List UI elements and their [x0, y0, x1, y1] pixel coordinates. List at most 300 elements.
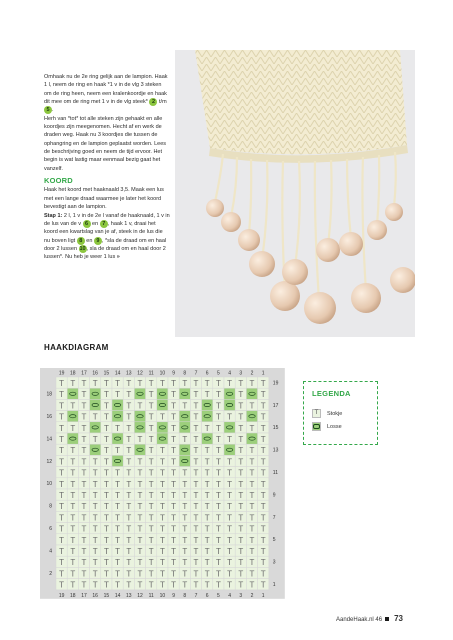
row-number-left: 18 [46, 391, 52, 398]
losse-cell [179, 411, 190, 422]
stokje-symbol: T [238, 379, 244, 388]
stokje-symbol: T [70, 491, 76, 500]
stokje-symbol: T [215, 468, 221, 478]
stokje-symbol: T [227, 569, 233, 579]
stokje-symbol: T [215, 524, 221, 534]
stokje-symbol: T [193, 401, 199, 411]
step-text: , *sla de draad om en haal door 2 lussen [44, 237, 167, 252]
stokje-symbol: T [193, 502, 199, 512]
step-label: Stap 1: [44, 212, 63, 219]
stokje-symbol: T [193, 468, 199, 478]
stokje-symbol: T [159, 468, 165, 478]
column-number: 12 [137, 370, 143, 377]
stokje-symbol: T [103, 547, 109, 556]
stokje-symbol: T [148, 446, 154, 456]
stokje-symbol: T [238, 558, 244, 568]
step-badge: 9 [94, 237, 102, 245]
stokje-symbol: T [238, 412, 244, 422]
losse-cell [134, 444, 145, 455]
stokje-symbol: T [260, 401, 266, 411]
stokje-symbol: T [260, 446, 266, 456]
column-number: 11 [148, 592, 154, 599]
stokje-symbol: T [171, 569, 177, 579]
stokje-symbol: T [193, 569, 199, 579]
stokje-symbol: T [238, 502, 244, 512]
stokje-symbol: T [159, 491, 165, 500]
stokje-symbol: T [126, 457, 132, 467]
stokje-symbol: T [115, 524, 121, 534]
stokje-symbol: T [148, 468, 154, 478]
stokje-symbol: T [204, 479, 210, 489]
stokje-symbol: T [204, 569, 210, 579]
stokje-symbol: T [227, 502, 233, 512]
stokje-symbol: T [260, 468, 266, 478]
column-number: 18 [70, 592, 76, 599]
stokje-symbol: T [193, 390, 199, 400]
stokje-symbol: T [238, 457, 244, 467]
stokje-symbol: T [115, 535, 121, 545]
stokje-symbol: T [171, 390, 177, 400]
stokje-symbol: T [59, 479, 65, 489]
stokje-symbol: T [148, 412, 154, 422]
stokje-symbol: T [204, 535, 210, 545]
stokje-symbol: T [137, 524, 143, 534]
stokje-symbol: T [171, 491, 177, 500]
column-number: 10 [159, 592, 166, 599]
row-number-left: 10 [46, 481, 52, 488]
stokje-symbol: T [148, 513, 154, 523]
row-number-right: 17 [272, 402, 279, 409]
stokje-symbol: T [204, 580, 210, 590]
losse-cell [179, 444, 190, 455]
stokje-symbol: T [215, 580, 221, 590]
stokje-symbol: T [260, 479, 266, 489]
stokje-symbol: T [81, 558, 87, 568]
column-number: 18 [70, 370, 76, 377]
stokje-symbol: T [103, 524, 109, 534]
stokje-symbol: T [103, 468, 109, 478]
column-number: 9 [172, 370, 175, 377]
stokje-symbol: T [260, 390, 266, 400]
row-number-right: 15 [272, 425, 279, 432]
losse-symbol-icon [312, 422, 321, 431]
stokje-symbol: T [103, 558, 109, 568]
stokje-symbol: T [59, 569, 65, 579]
row-number-left: 2 [49, 570, 52, 577]
stokje-symbol: T [81, 479, 87, 489]
column-number: 13 [126, 592, 132, 599]
stokje-symbol: T [238, 513, 244, 523]
stokje-symbol: T [249, 379, 255, 388]
stokje-symbol: T [193, 379, 199, 388]
row-number-right: 11 [272, 470, 279, 476]
stokje-symbol: T [126, 435, 132, 444]
diagram-title: HAAKDIAGRAM [44, 343, 109, 352]
stokje-symbol: T [148, 457, 154, 467]
stokje-symbol: T [59, 401, 65, 411]
column-number: 3 [239, 592, 243, 599]
stokje-symbol: T [81, 457, 87, 467]
row-number-right: 19 [272, 380, 279, 387]
stokje-symbol: T [215, 412, 221, 422]
stokje-symbol: T [81, 401, 87, 411]
losse-cell [134, 388, 145, 399]
legend-title: LEGENDA [312, 389, 351, 398]
page-number: 73 [394, 614, 403, 623]
losse-cell [246, 411, 257, 422]
losse-cell [246, 388, 257, 399]
stokje-symbol: T [260, 457, 266, 467]
stokje-symbol: T [193, 423, 199, 433]
stokje-symbol: T [70, 479, 76, 489]
step-text: , sla de draad om en haal door 2 lussen*. Nu heb je weer 1 lus [44, 245, 166, 261]
stokje-symbol: T [159, 379, 165, 388]
stokje-symbol: T [137, 401, 143, 411]
stokje-symbol: T [70, 401, 76, 411]
stokje-symbol: T [148, 435, 154, 444]
stokje-symbol: T [126, 412, 132, 422]
legend-item-losse [312, 422, 342, 431]
stokje-symbol: T [193, 491, 199, 500]
stokje-symbol: T [249, 524, 255, 534]
losse-cell [134, 422, 145, 433]
stokje-symbol: T [59, 379, 65, 388]
stokje-symbol: T [260, 502, 266, 512]
stokje-symbol: T [148, 569, 154, 579]
stokje-symbol: T [227, 524, 233, 534]
stokje-symbol: T [260, 535, 266, 545]
stokje-symbol: T [81, 569, 87, 579]
stokje-symbol: T [182, 513, 188, 523]
losse-cell [224, 422, 235, 433]
stokje-symbol: T [103, 491, 109, 500]
column-number: 2 [250, 592, 254, 599]
stokje-symbol: T [227, 379, 233, 388]
step-badge: 2 [149, 98, 157, 106]
stokje-symbol: T [182, 401, 188, 411]
stokje-symbol: T [171, 558, 177, 568]
stokje-symbol: T [238, 479, 244, 489]
losse-cell [202, 411, 213, 422]
stokje-symbol: T [103, 446, 109, 456]
stokje-symbol: T [70, 535, 76, 545]
stokje-symbol: T [70, 513, 76, 523]
stokje-symbol: T [227, 479, 233, 489]
row-number-left: 8 [49, 503, 52, 510]
stokje-symbol: T [182, 379, 188, 388]
stokje-symbol: T [92, 479, 98, 489]
range-text: t/m [159, 99, 167, 106]
losse-cell [202, 399, 213, 410]
stokje-symbol: T [103, 479, 109, 489]
row-number-left: 12 [46, 458, 52, 465]
crochet-chart [38, 366, 318, 616]
stokje-symbol: T [227, 513, 233, 523]
stokje-symbol: T [115, 446, 121, 456]
row-number-left: 4 [49, 548, 52, 555]
stokje-symbol: T [204, 468, 210, 478]
stokje-symbol: T [171, 379, 177, 388]
square-bullet-icon [385, 617, 389, 621]
stokje-symbol: T [238, 468, 244, 478]
stokje-symbol: T [81, 502, 87, 512]
column-number: 15 [103, 592, 110, 599]
stokje-symbol: T [103, 435, 109, 444]
stokje-symbol: T [59, 468, 65, 478]
stokje-symbol: T [137, 547, 143, 556]
stokje-symbol: T [81, 513, 87, 523]
stokje-symbol: T [159, 580, 165, 590]
column-number: 1 [261, 370, 265, 377]
step-text: 2 l, 1 v in de 2e l vanaf de haaknaald, 1 v in de lus van de v [44, 212, 170, 227]
stokje-symbol: T [148, 547, 154, 556]
stokje-symbol: T [92, 535, 98, 545]
stokje-symbol: T [171, 502, 177, 512]
stokje-symbol: T [215, 379, 221, 388]
stokje-symbol: T [204, 547, 210, 556]
legend-box [303, 381, 378, 445]
stokje-symbol: T [92, 491, 98, 500]
stokje-symbol: T [126, 535, 132, 545]
stokje-symbol: T [249, 547, 255, 556]
stokje-symbol: T [171, 401, 177, 411]
stokje-symbol: T [148, 535, 154, 545]
stokje-symbol: T [103, 412, 109, 422]
stokje-symbol: T [171, 547, 177, 556]
stokje-symbol: T [59, 491, 65, 500]
stokje-symbol: T [215, 535, 221, 545]
losse-cell [224, 444, 235, 455]
column-number: 1 [261, 592, 265, 599]
stokje-symbol: T [159, 535, 165, 545]
step-badge: 6 [83, 220, 91, 228]
column-number: 9 [172, 592, 175, 599]
stokje-symbol: T [159, 558, 165, 568]
stokje-symbol: T [249, 457, 255, 467]
stokje-symbol: T [70, 558, 76, 568]
stokje-symbol: T [204, 446, 210, 456]
stokje-symbol: T [260, 435, 266, 444]
stokje-symbol: T [215, 390, 221, 400]
step-text: en [84, 237, 94, 244]
stokje-symbol: T [193, 457, 199, 467]
stokje-symbol: T [260, 558, 266, 568]
stokje-symbol: T [227, 547, 233, 556]
stokje-symbol: T [137, 379, 143, 388]
stokje-symbol: T [115, 580, 121, 590]
stokje-symbol: T [159, 524, 165, 534]
row-number-right: 1 [272, 582, 276, 588]
stokje-symbol: T [103, 535, 109, 545]
stokje-symbol: T [215, 435, 221, 444]
stokje-symbol: T [103, 513, 109, 523]
stokje-symbol: T [148, 390, 154, 400]
stokje-symbol: T [227, 535, 233, 545]
stokje-symbol: T [171, 535, 177, 545]
column-number: 2 [250, 370, 254, 377]
stokje-symbol: T [182, 535, 188, 545]
stokje-symbol: T [70, 423, 76, 433]
losse-cell [90, 422, 101, 433]
stokje-symbol: T [238, 569, 244, 579]
losse-cell [179, 422, 190, 433]
stokje-symbol: T [103, 379, 109, 388]
stokje-symbol: T [148, 580, 154, 590]
continue-arrow-icon: » [116, 254, 120, 261]
row-number-right: 13 [272, 447, 279, 454]
column-number: 4 [228, 592, 231, 599]
stokje-symbol: T [260, 580, 266, 590]
column-number: 12 [137, 592, 143, 599]
stokje-symbol: T [227, 457, 233, 467]
legend-item-stokje [312, 409, 342, 418]
stokje-symbol: T [171, 468, 177, 478]
losse-cell [67, 411, 78, 422]
column-number: 5 [217, 592, 220, 599]
step-badge: 5 [44, 106, 52, 114]
stokje-symbol: T [204, 524, 210, 534]
losse-cell [134, 411, 145, 422]
stokje-symbol: T [159, 513, 165, 523]
stokje-symbol: T [227, 435, 233, 444]
stokje-symbol: T [137, 491, 143, 500]
stokje-symbol: T [70, 468, 76, 478]
stokje-symbol: T [215, 547, 221, 556]
stokje-symbol: T [70, 580, 76, 590]
stokje-symbol: T [182, 502, 188, 512]
stokje-symbol: T [227, 412, 233, 422]
stokje-symbol: T [137, 558, 143, 568]
crochet-lampion-image [175, 50, 415, 337]
legend-label-stokje: Stokje [327, 410, 343, 417]
stokje-symbol: T [193, 580, 199, 590]
stokje-symbol: T [103, 423, 109, 433]
losse-cell [90, 444, 101, 455]
losse-cell [67, 388, 78, 399]
stokje-symbol: T [249, 569, 255, 579]
stokje-symbol: T [103, 580, 109, 590]
stokje-symbol: T [92, 435, 98, 444]
stokje-symbol-icon: T [312, 409, 321, 418]
stokje-symbol: T [238, 401, 244, 411]
stokje-symbol: T [59, 435, 65, 444]
stokje-symbol: T [92, 379, 98, 388]
stokje-symbol: T [137, 535, 143, 545]
stokje-symbol: T [92, 412, 98, 422]
stokje-symbol: T [92, 547, 98, 556]
stokje-symbol: T [182, 468, 188, 478]
stokje-symbol: T [215, 513, 221, 523]
stokje-symbol: T [249, 446, 255, 456]
stokje-symbol: T [148, 479, 154, 489]
stokje-symbol: T [204, 423, 210, 433]
stokje-symbol: T [126, 446, 132, 456]
stokje-symbol: T [59, 412, 65, 422]
losse-cell [112, 399, 123, 410]
column-number: 14 [114, 592, 121, 599]
stokje-symbol: T [193, 535, 199, 545]
ring-text: Omhaak nu de 2e ring gelijk aan de lampion. Haak 1 l, neem de ring en haak *1 v in de vlg 3 steken om de ring heen, neem een kralenkoordje en haak dit mee om de ring met 1 v in de vlg steek* [44, 74, 168, 106]
stokje-symbol: T [137, 580, 143, 590]
row-number-left: 16 [46, 414, 52, 420]
stokje-symbol: T [227, 491, 233, 500]
stokje-symbol: T [126, 423, 132, 433]
stokje-symbol: T [215, 423, 221, 433]
row-number-right: 7 [272, 514, 276, 521]
stokje-symbol: T [171, 435, 177, 444]
stokje-symbol: T [193, 446, 199, 456]
stokje-symbol: T [193, 524, 199, 534]
legend-label-losse: Losse [327, 423, 342, 430]
column-number: 8 [183, 592, 187, 599]
stokje-symbol: T [92, 580, 98, 590]
column-number: 5 [217, 370, 220, 377]
column-number: 6 [205, 592, 209, 599]
stokje-symbol: T [159, 479, 165, 489]
stokje-symbol: T [238, 547, 244, 556]
stokje-symbol: T [182, 435, 188, 444]
stokje-symbol: T [204, 390, 210, 400]
stokje-symbol: T [137, 435, 143, 444]
stokje-symbol: T [249, 580, 255, 590]
column-number: 17 [81, 592, 87, 599]
losse-cell [179, 388, 190, 399]
stokje-symbol: T [215, 569, 221, 579]
stokje-symbol: T [59, 446, 65, 456]
stokje-symbol: T [171, 524, 177, 534]
losse-cell [202, 433, 213, 444]
stokje-symbol: T [159, 446, 165, 456]
stokje-symbol: T [92, 468, 98, 478]
stokje-symbol: T [193, 558, 199, 568]
stokje-symbol: T [59, 390, 65, 400]
stokje-symbol: T [193, 412, 199, 422]
stokje-symbol: T [238, 435, 244, 444]
stokje-symbol: T [260, 423, 266, 433]
stokje-symbol: T [137, 513, 143, 523]
stokje-symbol: T [215, 457, 221, 467]
stokje-symbol: T [238, 446, 244, 456]
column-number: 16 [92, 592, 98, 599]
stokje-symbol: T [249, 558, 255, 568]
stokje-symbol: T [126, 580, 132, 590]
step-text: en [90, 220, 100, 227]
stokje-symbol: T [126, 558, 132, 568]
stokje-symbol: T [59, 513, 65, 523]
losse-cell [224, 399, 235, 410]
stokje-symbol: T [148, 502, 154, 512]
stokje-symbol: T [227, 468, 233, 478]
stokje-symbol: T [182, 547, 188, 556]
stokje-symbol: T [193, 435, 199, 444]
stokje-symbol: T [115, 379, 121, 388]
row-number-right: 5 [272, 537, 276, 544]
stokje-symbol: T [126, 513, 132, 523]
stokje-symbol: T [115, 423, 121, 433]
stokje-symbol: T [126, 524, 132, 534]
column-number: 4 [228, 370, 231, 377]
stokje-symbol: T [59, 423, 65, 433]
stokje-symbol: T [249, 468, 255, 478]
stokje-symbol: T [204, 513, 210, 523]
stokje-symbol: T [193, 513, 199, 523]
section-heading-koord: KOORD [44, 176, 73, 186]
stokje-symbol: T [182, 479, 188, 489]
stokje-symbol: T [103, 390, 109, 400]
stokje-symbol: T [148, 379, 154, 388]
stokje-symbol: T [81, 468, 87, 478]
stokje-symbol: T [115, 558, 121, 568]
